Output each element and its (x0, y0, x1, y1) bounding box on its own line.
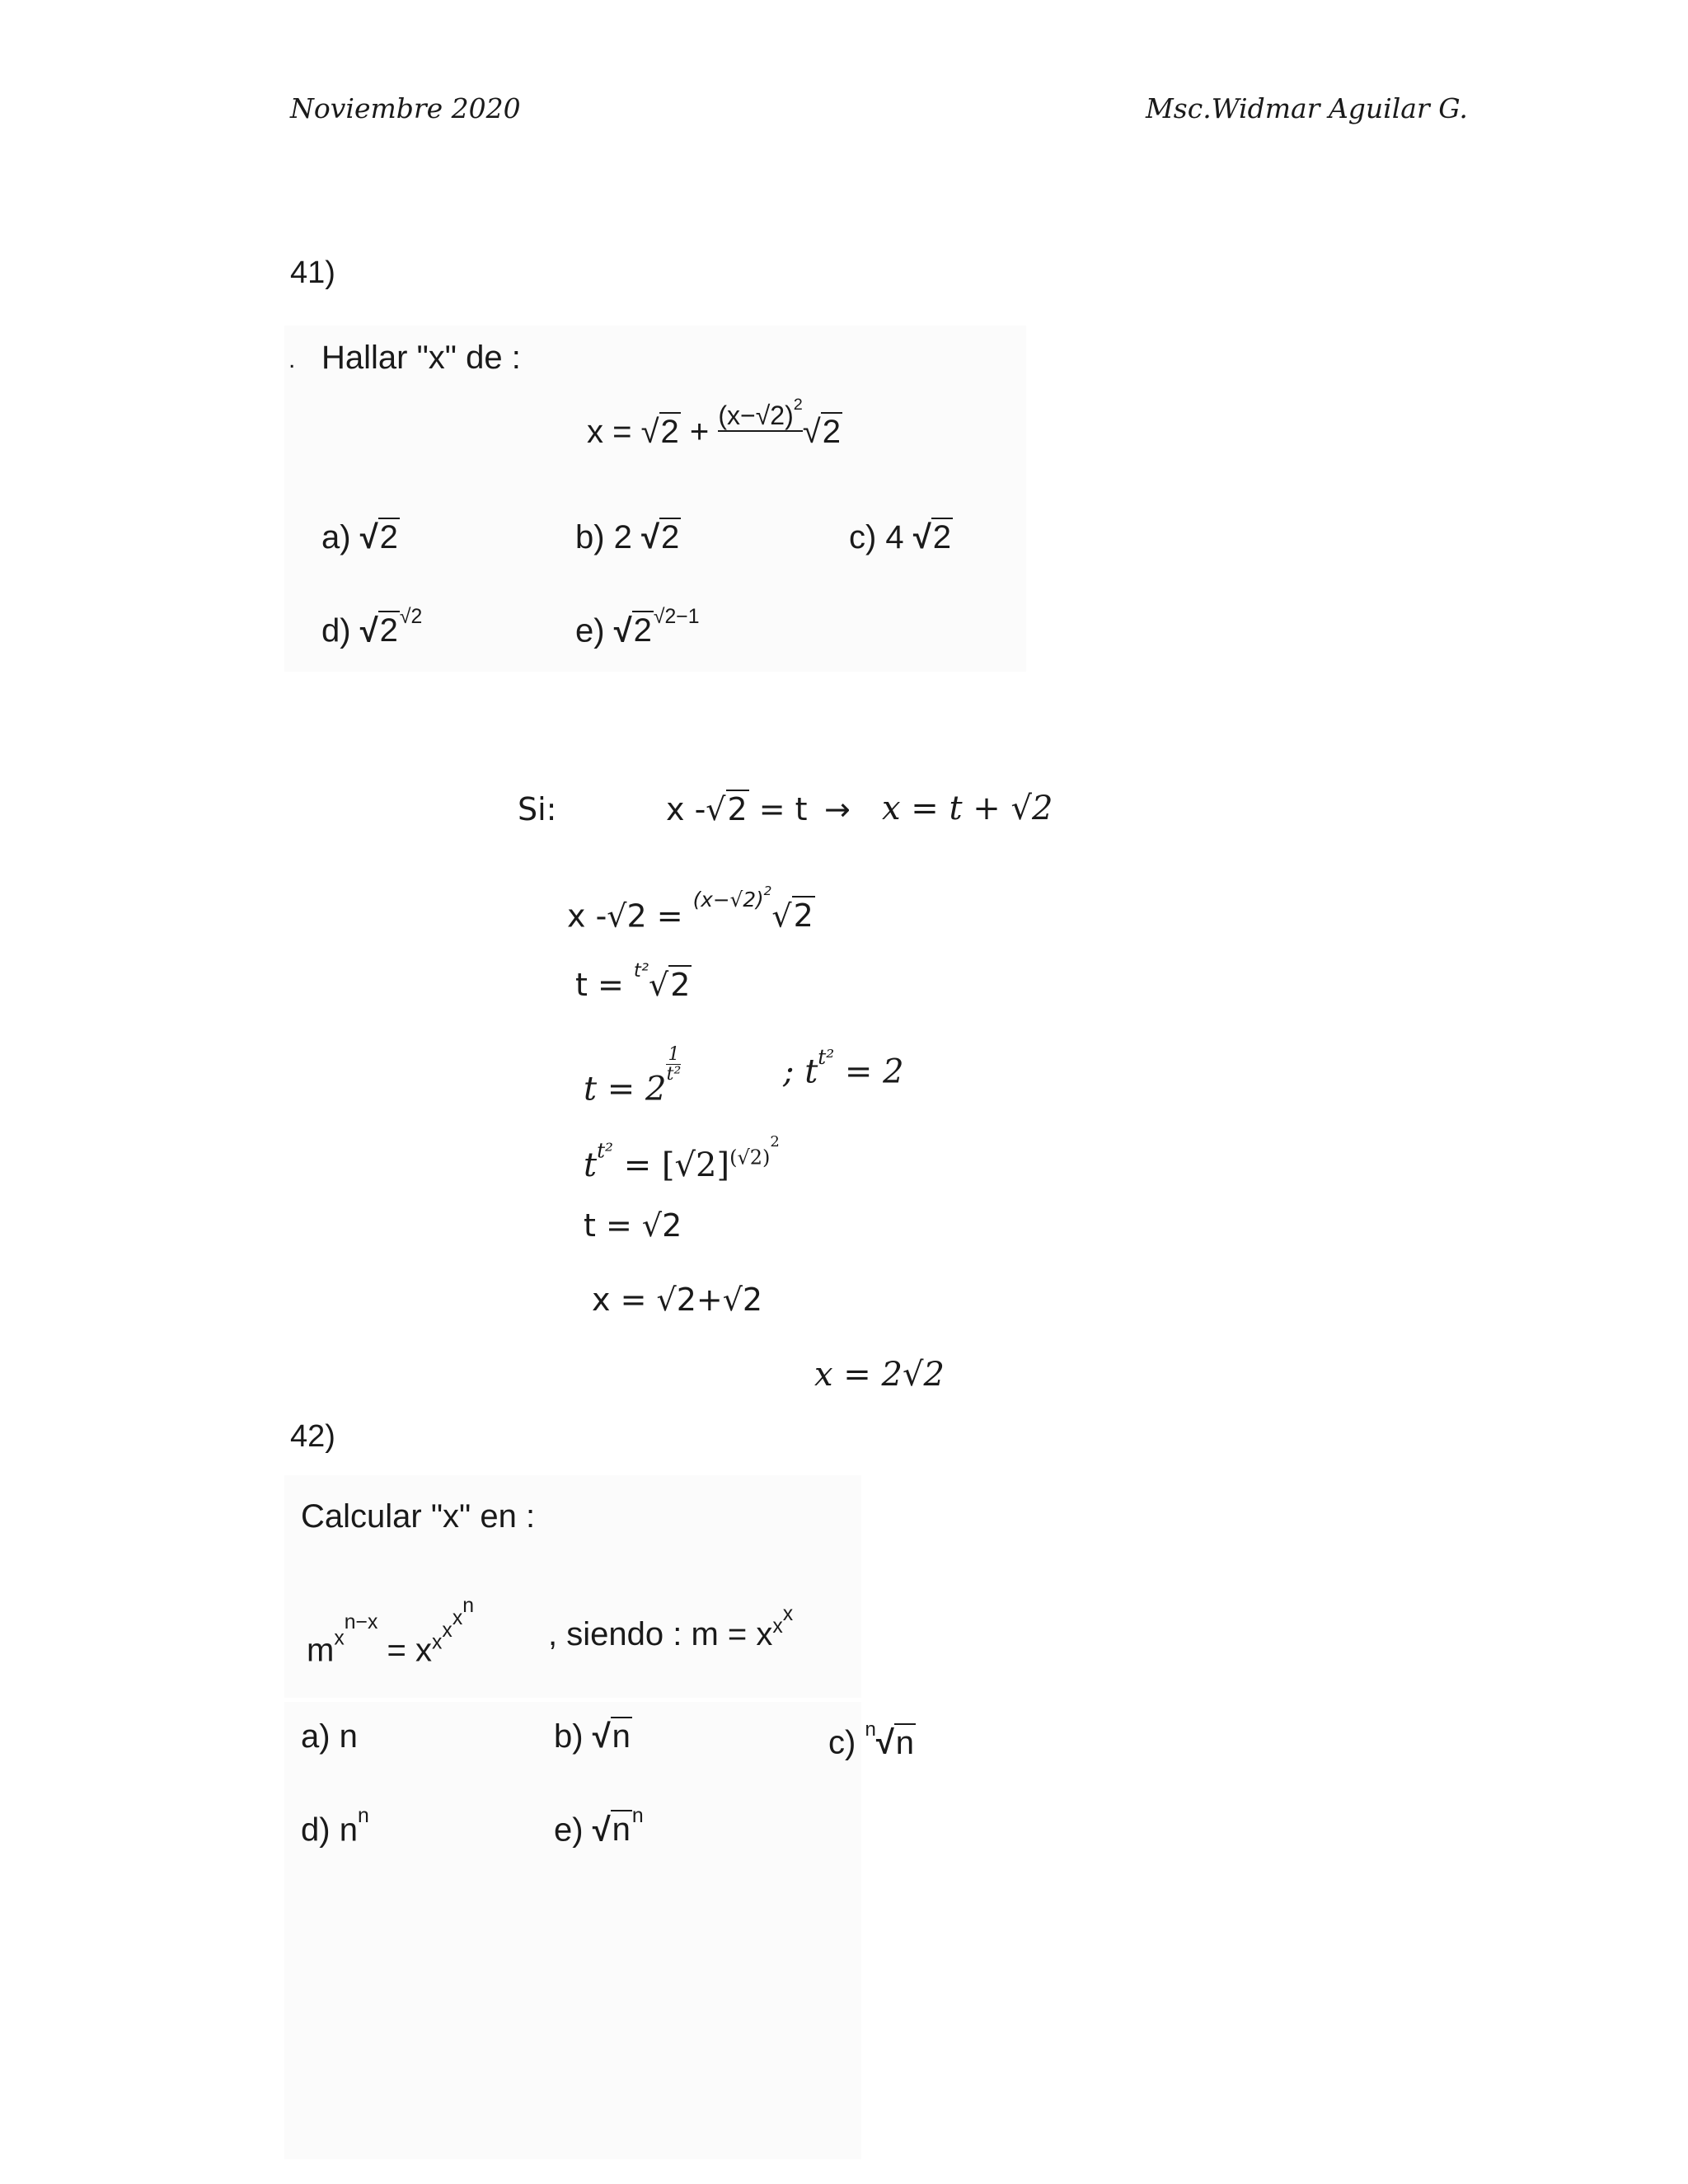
option-42-b: b) √n (554, 1718, 631, 1755)
solution-line-4-rhs: ; $t^{t^2} = 2$ (783, 1045, 904, 1091)
solution-result: x = 2√2 (814, 1356, 945, 1394)
solution-substitution: x -√2 = t (666, 791, 808, 827)
solution-line-5: $t^{t^2} = [√2]^{(√2)2}$ (584, 1133, 780, 1184)
eq-sqrt-2: 2 (660, 414, 679, 451)
option-b: b) 2 √2 (575, 519, 680, 555)
solution-line-4: t = 2 $\frac{1}{\text{t²}}$ (584, 1044, 682, 1108)
option-42-d: d) $n^n$ (301, 1805, 369, 1849)
arrow-icon: → (824, 791, 851, 827)
option-a: a) √2 (321, 519, 398, 555)
problem-42-options-image (284, 1702, 861, 2159)
option-42-c: c) $^n$√n (828, 1718, 915, 1761)
solution-line-2: x -√2 = $^{(x-√2)^2}$√2 (567, 883, 814, 935)
problem-42-condition: , siendo : $m = x^{xx}$ (548, 1603, 794, 1652)
bullet: . (288, 346, 296, 373)
eq-plus: + (680, 414, 719, 451)
root-index: t² (633, 960, 649, 982)
solution-line-3: t = $^{t^2}$√2 (575, 960, 691, 1003)
problem-41-number: 41) (290, 255, 335, 290)
eq-radicand: 2 (822, 414, 841, 451)
option-42-a: a) n (301, 1718, 358, 1755)
eq-lhs: x = (587, 414, 641, 451)
problem-42-number: 42) (290, 1419, 335, 1454)
option-d: d) $√2^{√2}$ (321, 606, 423, 649)
problem-42-equation: $m^{xn-x} = x^{xxxn}$ (307, 1595, 475, 1669)
solution-substitution-result: x = t + √2 (882, 790, 1053, 827)
problem-41-statement: Hallar "x" de : (321, 340, 521, 376)
problem-41-equation: x = √2 + $^{(x-√2)^2}$√2 (587, 396, 841, 451)
root-index: (x−√2)2 (692, 883, 772, 912)
problem-42-statement: Calcular "x" en : (301, 1498, 536, 1535)
header-author: Msc.Widmar Aguilar G. (1146, 92, 1468, 124)
eq-root-index: (x−√2)2 (718, 396, 803, 430)
solution-line-7: x = √2+√2 (592, 1282, 763, 1318)
solution-si: Si: (518, 791, 557, 827)
header-date: Noviembre 2020 (290, 92, 521, 124)
option-c: c) 4 √2 (849, 519, 952, 555)
solution-line-6: t = √2 (584, 1207, 682, 1244)
option-42-e: e) $√n^n$ (554, 1805, 644, 1849)
option-e: e) $√2^{√2-1}$ (575, 606, 700, 649)
